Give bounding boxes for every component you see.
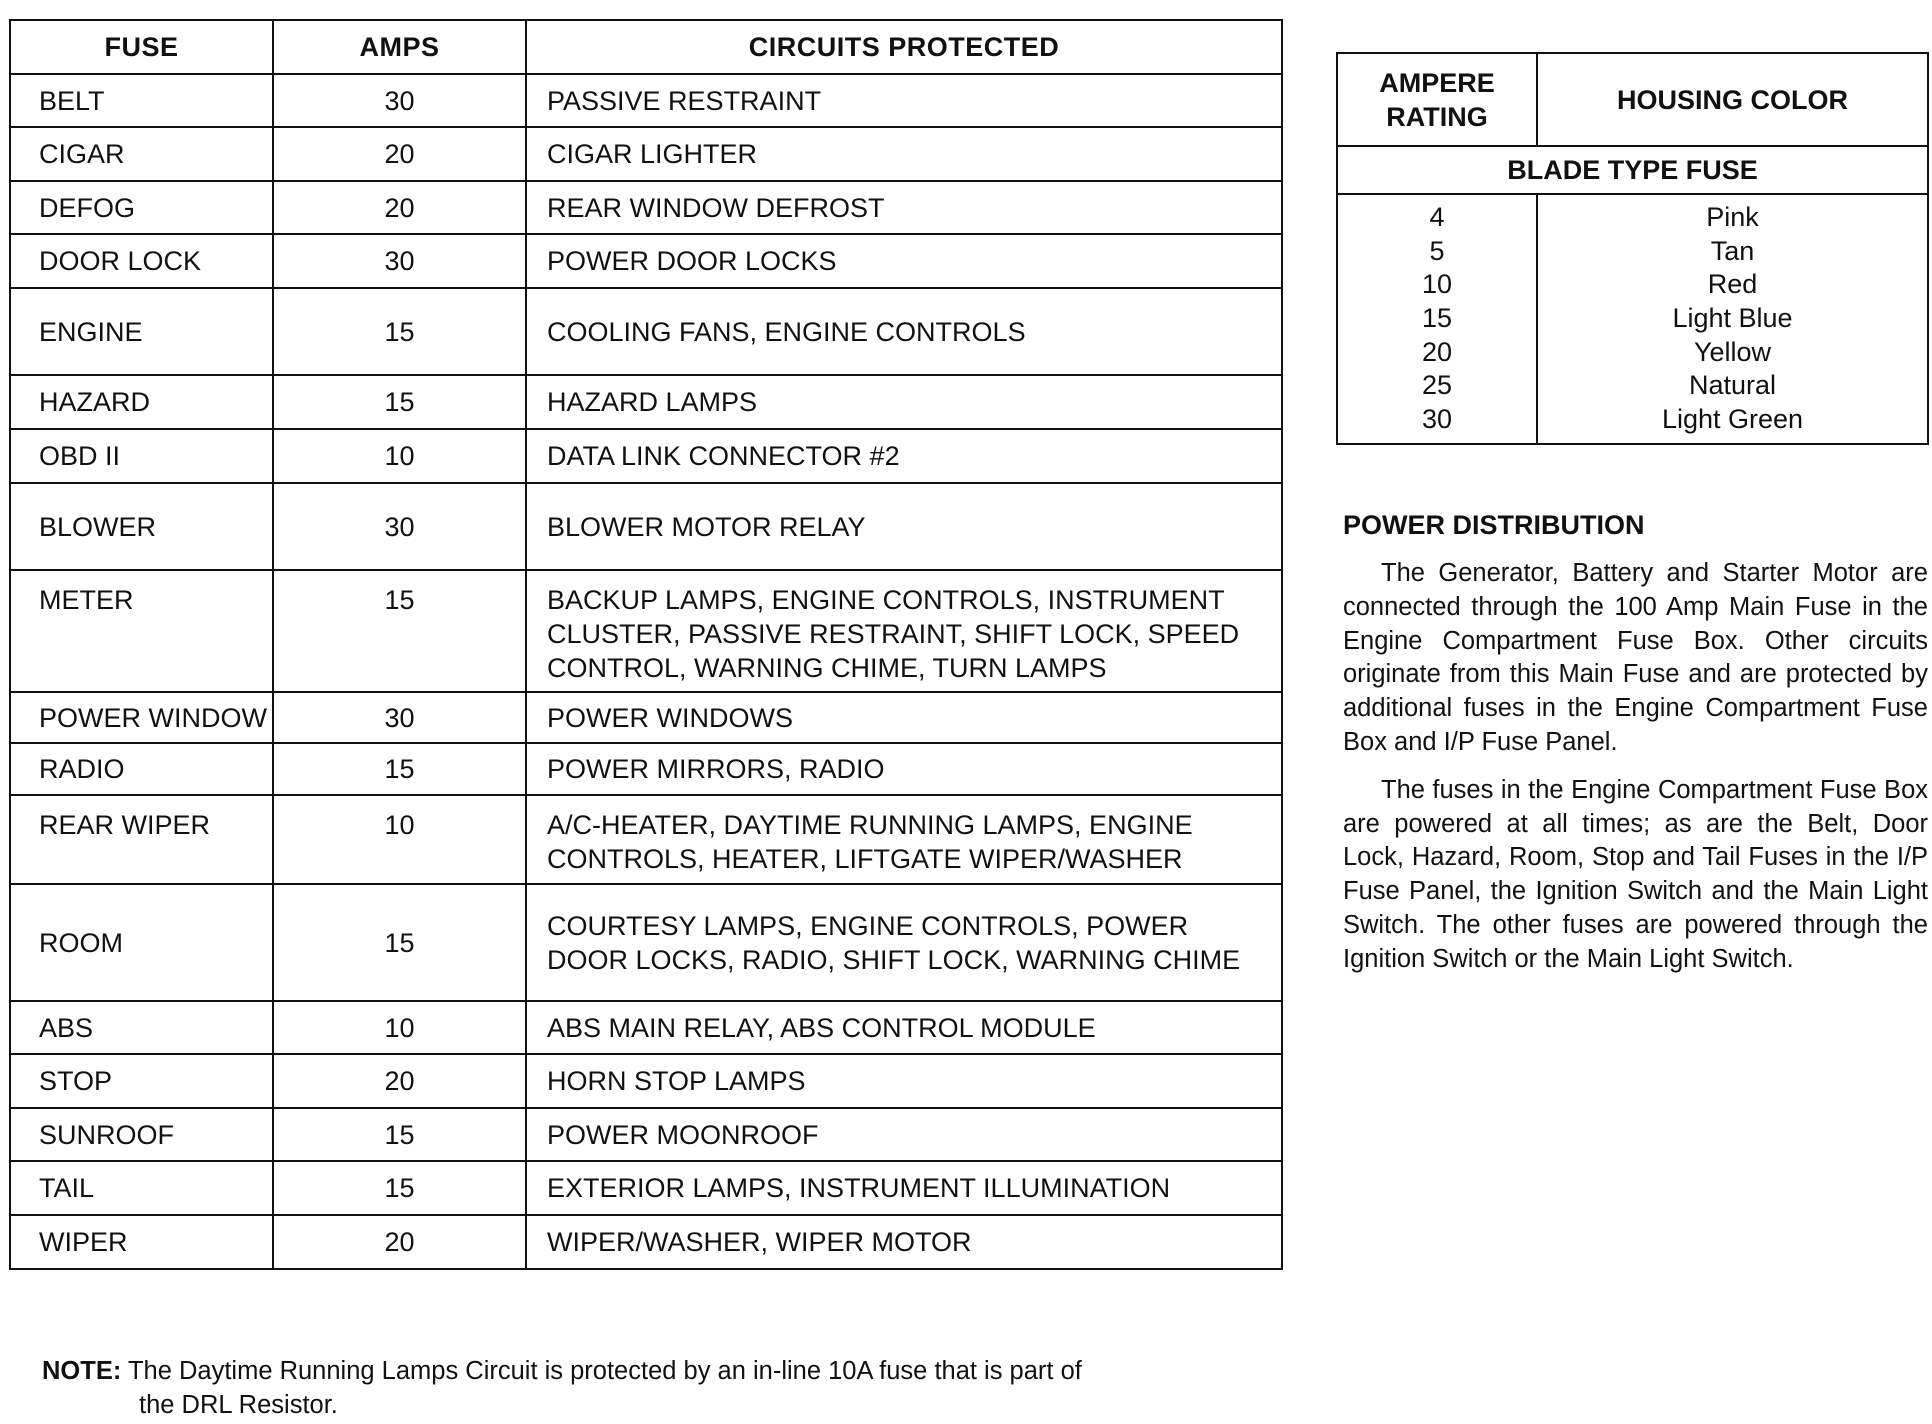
table-row <box>10 1161 1282 1215</box>
fuse-table <box>9 19 1283 1270</box>
power-distribution-title: POWER DISTRIBUTION <box>1343 510 1645 540</box>
fuse-amps: 15 <box>273 1161 526 1215</box>
fuse-amps: 30 <box>273 483 526 570</box>
housing-color: Light Blue <box>1672 303 1793 334</box>
table-row <box>10 181 1282 234</box>
fuse-amps: 30 <box>273 234 526 288</box>
housing-color: Natural <box>1688 370 1777 401</box>
fuse-amps: 10 <box>273 1001 526 1054</box>
fuse-circuits: ABS MAIN RELAY, ABS CONTROL MODULE <box>526 1001 1282 1054</box>
fuse-name: METER <box>10 570 273 692</box>
power-distribution-paragraph-1: The Generator, Battery and Starter Motor are connected through the 100 Amp Main Fuse in the Engine Compartment Fuse Box. Other circuits originate from this Main Fuse and are protected by additional fuses in the Engine Compartment Fuse Box and I/P Fuse Panel. <box>1343 559 1928 756</box>
blade-type-fuse-subheader: BLADE TYPE FUSE <box>1337 146 1928 194</box>
fuse-name: ROOM <box>10 884 273 1001</box>
housing-color: Yellow <box>1693 336 1772 367</box>
fuse-amps: 15 <box>273 884 526 1001</box>
ampere-rating-list <box>1337 194 1537 444</box>
table-row <box>10 483 1282 570</box>
table-row <box>10 795 1282 884</box>
ampere-rating: 5 <box>1429 235 1445 266</box>
ampere-table-header-row <box>1337 53 1928 146</box>
fuse-amps: 20 <box>273 1215 526 1269</box>
fuse-amps: 10 <box>273 429 526 483</box>
table-row <box>10 1054 1282 1108</box>
ampere-list-row <box>1337 194 1928 444</box>
note <box>42 1354 1242 1422</box>
ampere-rating: 15 <box>1421 303 1453 334</box>
fuse-name: SUNROOF <box>10 1108 273 1161</box>
fuse-amps: 15 <box>273 375 526 429</box>
table-row <box>10 375 1282 429</box>
table-row <box>10 1001 1282 1054</box>
fuse-name: ABS <box>10 1001 273 1054</box>
blade-type-row <box>1337 146 1928 194</box>
fuse-name: BLOWER <box>10 483 273 570</box>
fuse-name: DOOR LOCK <box>10 234 273 288</box>
fuse-name: OBD II <box>10 429 273 483</box>
table-row <box>10 570 1282 692</box>
fuse-name: POWER WINDOW <box>10 692 273 743</box>
amps-column-header: AMPS <box>273 20 526 74</box>
fuse-circuits: BACKUP LAMPS, ENGINE CONTROLS, INSTRUMENT CLUSTER, PASSIVE RESTRAINT, SHIFT LOCK, SPEED CONTROL, WARNING CHIME, TURN LAMPS <box>526 570 1282 692</box>
fuse-circuits: REAR WINDOW DEFROST <box>526 181 1282 234</box>
fuse-circuits: HORN STOP LAMPS <box>526 1054 1282 1108</box>
ampere-rating: 25 <box>1421 370 1453 401</box>
fuse-circuits: POWER MOONROOF <box>526 1108 1282 1161</box>
table-row <box>10 884 1282 1001</box>
ampere-rating-header-line2: RATING <box>1386 101 1488 132</box>
fuse-amps: 20 <box>273 127 526 181</box>
fuse-amps: 15 <box>273 570 526 692</box>
fuse-name: RADIO <box>10 743 273 795</box>
fuse-column-header: FUSE <box>10 20 273 74</box>
power-distribution-section <box>1343 510 1928 991</box>
fuse-circuits: POWER WINDOWS <box>526 692 1282 743</box>
fuse-amps: 20 <box>273 181 526 234</box>
fuse-circuits: CIGAR LIGHTER <box>526 127 1282 181</box>
fuse-name: REAR WIPER <box>10 795 273 884</box>
fuse-name: WIPER <box>10 1215 273 1269</box>
ampere-rating-header-line1: AMPERE <box>1379 67 1495 98</box>
fuse-amps: 15 <box>273 288 526 375</box>
table-row <box>10 429 1282 483</box>
ampere-rating: 30 <box>1421 404 1453 435</box>
circuits-column-header: CIRCUITS PROTECTED <box>526 20 1282 74</box>
table-row <box>10 1215 1282 1269</box>
fuse-circuits: WIPER/WASHER, WIPER MOTOR <box>526 1215 1282 1269</box>
table-row <box>10 743 1282 795</box>
fuse-amps: 15 <box>273 743 526 795</box>
fuse-amps: 15 <box>273 1108 526 1161</box>
ampere-rating: 10 <box>1421 269 1453 300</box>
table-row <box>10 288 1282 375</box>
table-row <box>10 127 1282 181</box>
fuse-circuits: POWER DOOR LOCKS <box>526 234 1282 288</box>
ampere-rating: 20 <box>1421 336 1453 367</box>
fuse-circuits: BLOWER MOTOR RELAY <box>526 483 1282 570</box>
fuse-circuits: HAZARD LAMPS <box>526 375 1282 429</box>
housing-color: Pink <box>1706 202 1759 232</box>
table-row <box>10 234 1282 288</box>
fuse-circuits: A/C-HEATER, DAYTIME RUNNING LAMPS, ENGINE CONTROLS, HEATER, LIFTGATE WIPER/WASHER <box>526 795 1282 884</box>
fuse-circuits: EXTERIOR LAMPS, INSTRUMENT ILLUMINATION <box>526 1161 1282 1215</box>
housing-color-header: HOUSING COLOR <box>1537 53 1928 146</box>
fuse-circuits: PASSIVE RESTRAINT <box>526 74 1282 127</box>
fuse-circuits: COOLING FANS, ENGINE CONTROLS <box>526 288 1282 375</box>
ampere-rating: 4 <box>1429 202 1445 232</box>
fuse-name: BELT <box>10 74 273 127</box>
note-line-1 <box>42 1354 1242 1388</box>
note-text: The Daytime Running Lamps Circuit is protected by an in-line 10A fuse that is part of <box>127 1357 1082 1385</box>
fuse-amps: 30 <box>273 74 526 127</box>
housing-color: Tan <box>1710 235 1755 266</box>
fuse-name: ENGINE <box>10 288 273 375</box>
ampere-rating-header <box>1337 53 1537 146</box>
note-line-2: the DRL Resistor. <box>139 1391 338 1419</box>
fuse-amps: 30 <box>273 692 526 743</box>
housing-color-list <box>1537 194 1928 444</box>
fuse-name: DEFOG <box>10 181 273 234</box>
power-distribution-paragraph-2: The fuses in the Engine Compartment Fuse Box are powered at all times; as are the Belt, Door Lock, Hazard, Room, Stop and Tail Fuses in the I/P Fuse Panel, the Ignition Switch and the Main Light Switch. The other fuses are powered through the Ignition Switch or the Main Light Switch. <box>1343 775 1928 973</box>
housing-color: Light Green <box>1661 404 1804 435</box>
fuse-name: CIGAR <box>10 127 273 181</box>
fuse-amps: 10 <box>273 795 526 884</box>
table-row <box>10 74 1282 127</box>
fuse-name: HAZARD <box>10 375 273 429</box>
housing-color: Red <box>1707 269 1758 300</box>
fuse-name: STOP <box>10 1054 273 1108</box>
ampere-rating-table <box>1336 52 1929 445</box>
fuse-amps: 20 <box>273 1054 526 1108</box>
fuse-circuits: POWER MIRRORS, RADIO <box>526 743 1282 795</box>
table-row <box>10 692 1282 743</box>
fuse-circuits: COURTESY LAMPS, ENGINE CONTROLS, POWER DOOR LOCKS, RADIO, SHIFT LOCK, WARNING CHIME <box>526 884 1282 1001</box>
table-row <box>10 1108 1282 1161</box>
note-label: NOTE: <box>42 1357 122 1385</box>
fuse-name: TAIL <box>10 1161 273 1215</box>
fuse-table-header-row <box>10 20 1282 74</box>
fuse-circuits: DATA LINK CONNECTOR #2 <box>526 429 1282 483</box>
